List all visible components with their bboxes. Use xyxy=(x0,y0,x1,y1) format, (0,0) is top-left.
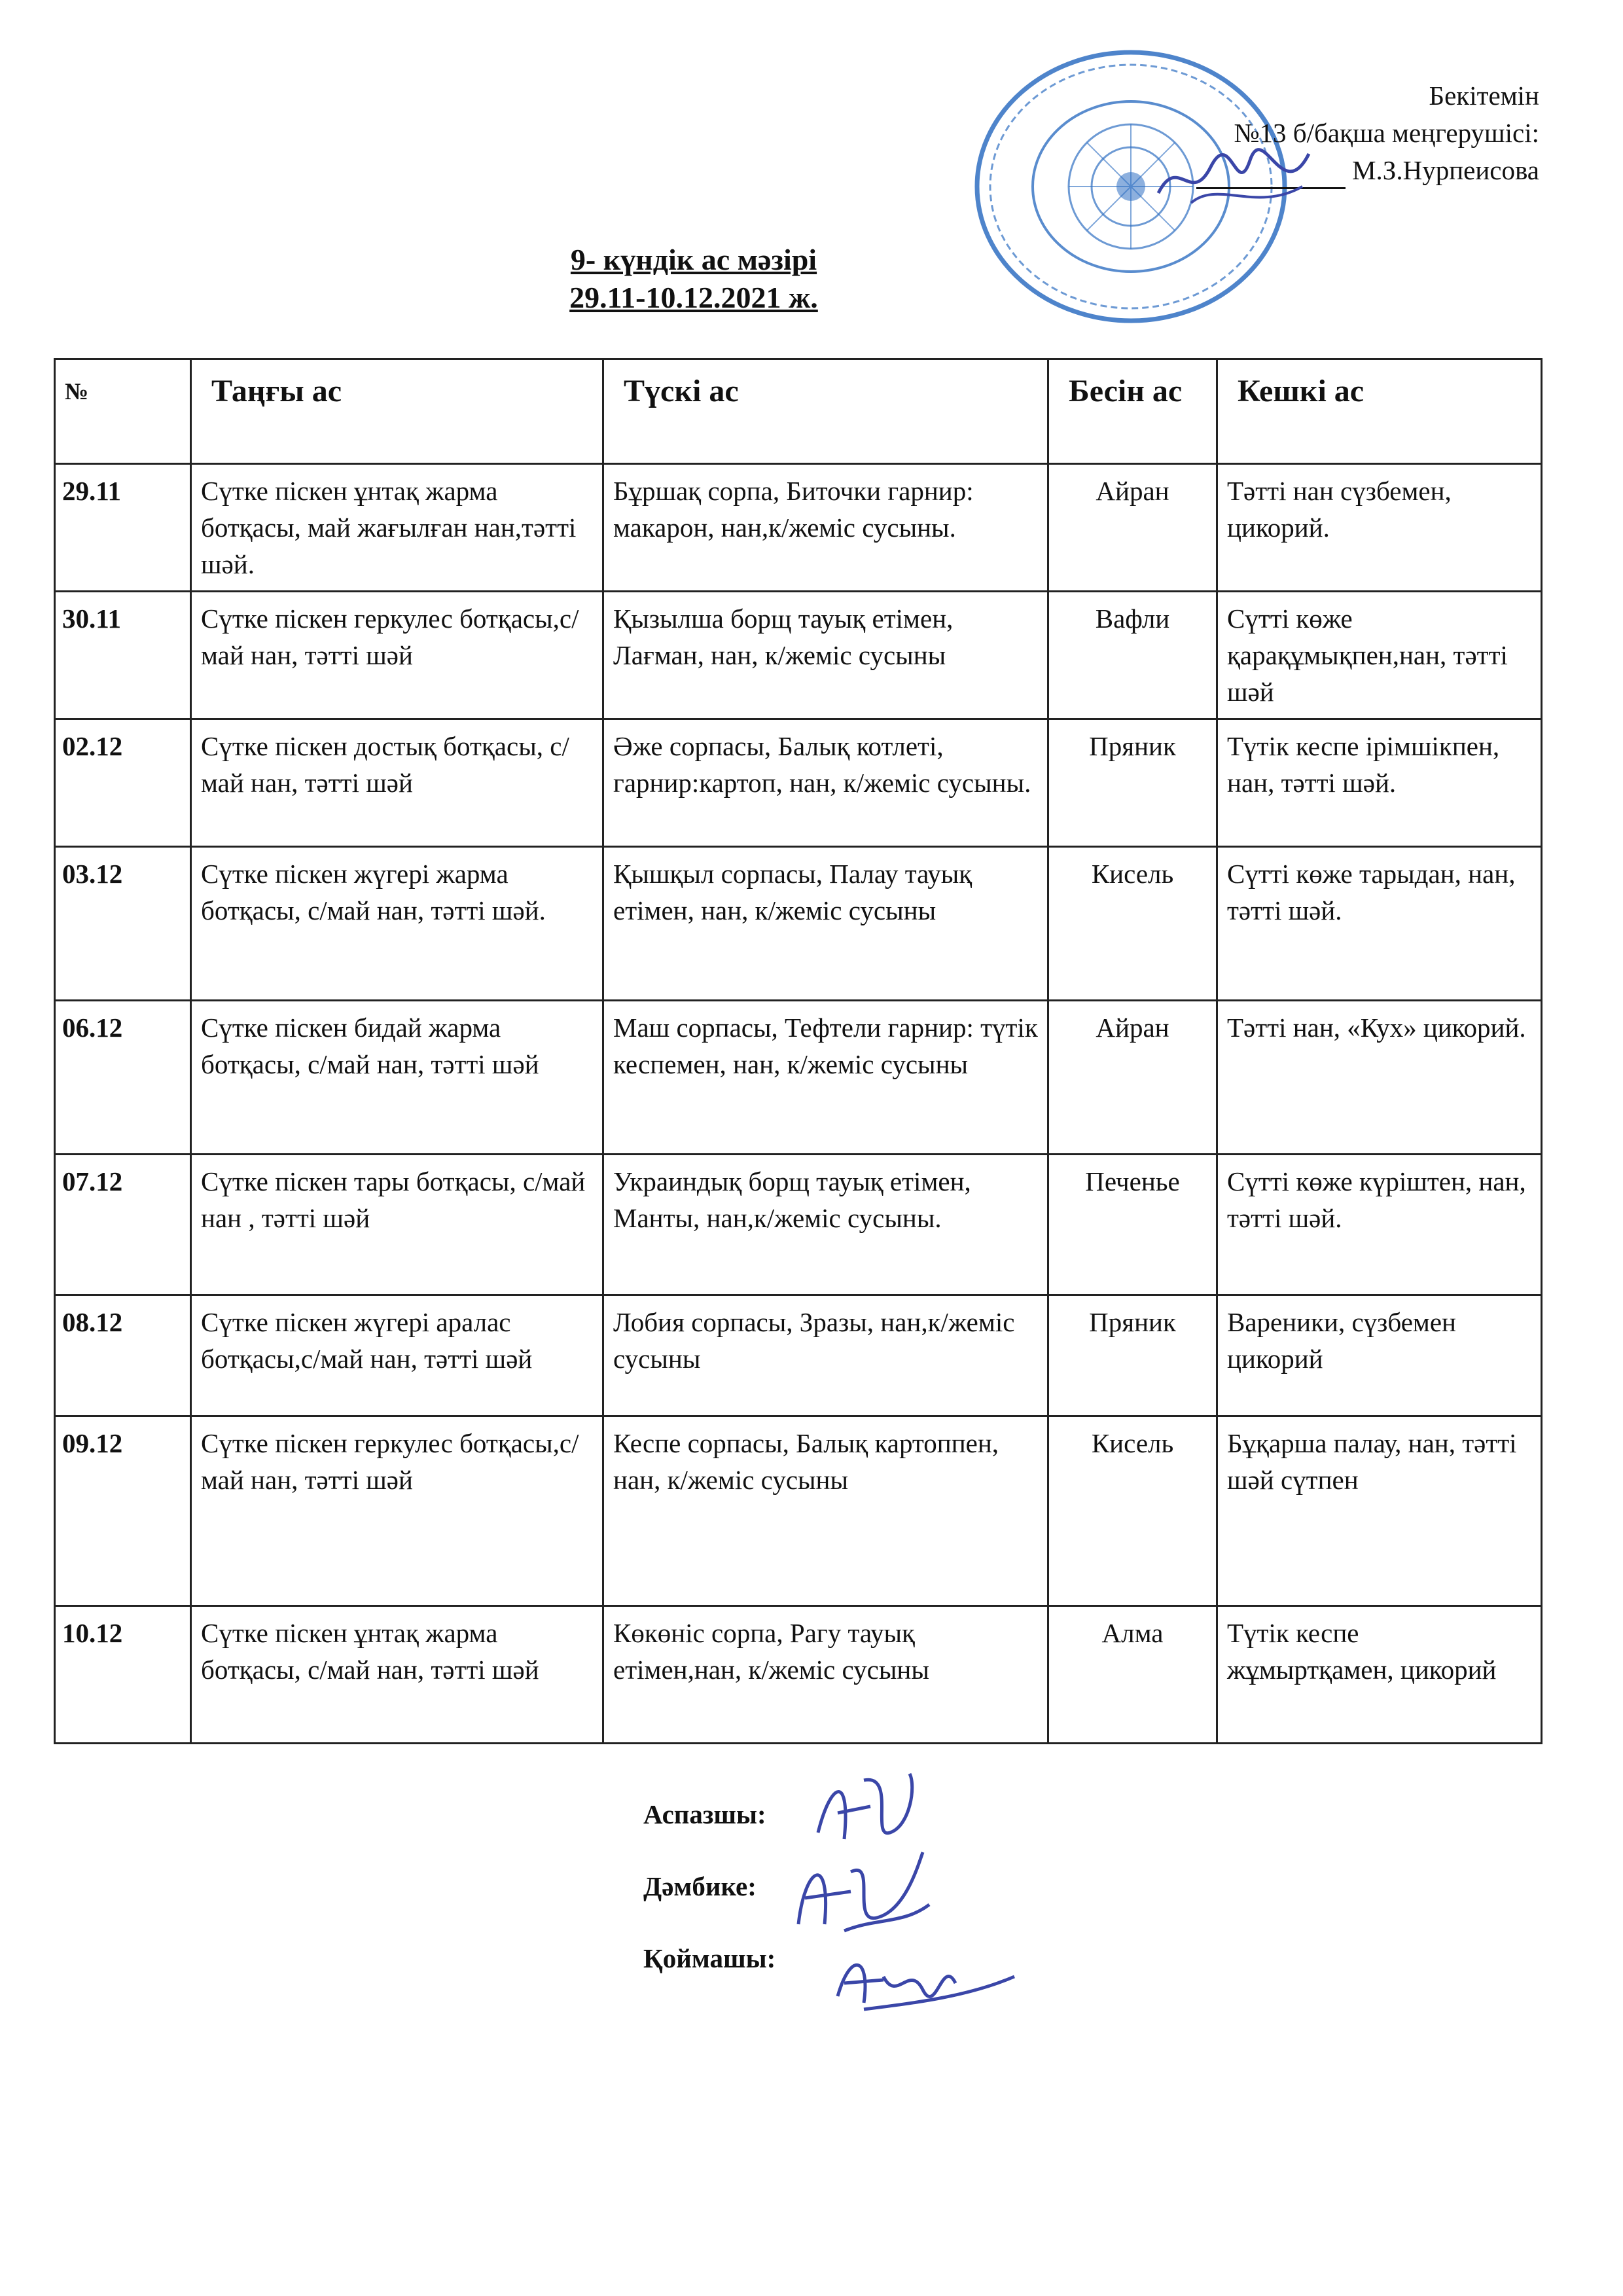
cell-date: 06.12 xyxy=(55,1001,191,1155)
column-header-number: № xyxy=(55,359,191,464)
cell-date: 03.12 xyxy=(55,847,191,1001)
cell-breakfast: Сүтке піскен тары ботқасы, с/май нан , тәтті шәй xyxy=(191,1155,603,1295)
cell-lunch: Украиндық борщ тауық етімен, Манты, нан,к/жеміс сусыны. xyxy=(603,1155,1048,1295)
table-row xyxy=(55,464,1542,592)
nurse-label: Дәмбике: xyxy=(643,1871,757,1901)
cell-dinner: Тәтті нан, «Кух» цикорий. xyxy=(1217,1001,1542,1155)
cell-dinner: Сүтті көже күріштен, нан, тәтті шәй. xyxy=(1217,1155,1542,1295)
cell-lunch: Лобия сорпасы, Зразы, нан,к/жеміс сусыны xyxy=(603,1295,1048,1416)
cell-date: 07.12 xyxy=(55,1155,191,1295)
cell-lunch: Маш сорпасы, Тефтели гарнир: түтік кеспемен, нан, к/жеміс сусыны xyxy=(603,1001,1048,1155)
cell-snack: Вафли xyxy=(1048,592,1217,719)
cell-dinner: Сүтті көже қарақұмықпен,нан, тәтті шәй xyxy=(1217,592,1542,719)
menu-title-dates: 29.11-10.12.2021 ж. xyxy=(569,281,818,314)
cell-lunch: Кеспе сорпасы, Балық картоппен, нан, к/жеміс сусыны xyxy=(603,1416,1048,1606)
menu-title-line1: 9- күндік ас мәзірі xyxy=(570,243,817,276)
cell-snack: Пряник xyxy=(1048,719,1217,847)
cell-breakfast: Сүтке піскен геркулес ботқасы,с/май нан, тәтті шәй xyxy=(191,592,603,719)
cell-snack: Айран xyxy=(1048,464,1217,592)
table-row xyxy=(55,847,1542,1001)
cell-lunch: Көкөніс сорпа, Рагу тауық етімен,нан, к/жеміс сусыны xyxy=(603,1606,1048,1744)
column-header-lunch: Түскі ас xyxy=(603,359,1048,464)
menu-title xyxy=(510,241,877,317)
table-body xyxy=(55,464,1542,1744)
menu-table xyxy=(54,358,1543,1744)
cell-date: 10.12 xyxy=(55,1606,191,1744)
cell-dinner: Түтік кеспе жұмыртқамен, цикорий xyxy=(1217,1606,1542,1744)
approval-position: №13 б/бақша меңгерушісі: xyxy=(1234,118,1539,148)
cell-date: 09.12 xyxy=(55,1416,191,1606)
nurse-signature xyxy=(785,1846,936,1937)
approver-name: М.З.Нурпеисова xyxy=(1352,155,1539,185)
cell-lunch: Қызылша борщ тауық етімен, Лағман, нан, к/жеміс сусыны xyxy=(603,592,1048,719)
director-signature xyxy=(1152,141,1322,219)
cell-lunch: Қышқыл сорпасы, Палау тауық етімен, нан, к/жеміс сусыны xyxy=(603,847,1048,1001)
cell-dinner: Түтік кеспе ірімшікпен, нан, тәтті шәй. xyxy=(1217,719,1542,847)
cell-snack: Кисель xyxy=(1048,1416,1217,1606)
table-row xyxy=(55,1001,1542,1155)
cell-snack: Печенье xyxy=(1048,1155,1217,1295)
cell-dinner: Вареники, сүзбемен цикорий xyxy=(1217,1295,1542,1416)
table-header-row xyxy=(55,359,1542,464)
cell-dinner: Тәтті нан сүзбемен, цикорий. xyxy=(1217,464,1542,592)
cell-lunch: Әже сорпасы, Балық котлеті, гарнир:картоп, нан, к/жеміс сусыны. xyxy=(603,719,1048,847)
cook-label: Аспазшы: xyxy=(643,1799,766,1829)
column-header-dinner: Кешкі ас xyxy=(1217,359,1542,464)
cell-snack: Кисель xyxy=(1048,847,1217,1001)
cell-date: 08.12 xyxy=(55,1295,191,1416)
cell-date: 29.11 xyxy=(55,464,191,592)
cell-breakfast: Сүтке піскен жүгері аралас ботқасы,с/май нан, тәтті шәй xyxy=(191,1295,603,1416)
cell-dinner: Бұқарша палау, нан, тәтті шәй сүтпен xyxy=(1217,1416,1542,1606)
column-header-breakfast: Таңғы ас xyxy=(191,359,603,464)
cell-breakfast: Сүтке піскен геркулес ботқасы,с/май нан, тәтті шәй xyxy=(191,1416,603,1606)
cell-snack: Пряник xyxy=(1048,1295,1217,1416)
table-row xyxy=(55,719,1542,847)
table-row xyxy=(55,1416,1542,1606)
cell-breakfast: Сүтке піскен бидай жарма ботқасы, с/май нан, тәтті шәй xyxy=(191,1001,603,1155)
storekeeper-label: Қоймашы: xyxy=(643,1943,776,1973)
table-row xyxy=(55,1155,1542,1295)
column-header-snack: Бесін ас xyxy=(1048,359,1217,464)
table-row xyxy=(55,1295,1542,1416)
cell-breakfast: Сүтке піскен ұнтақ жарма ботқасы, май жағылған нан,тәтті шәй. xyxy=(191,464,603,592)
cell-breakfast: Сүтке піскен ұнтақ жарма ботқасы, с/май нан, тәтті шәй xyxy=(191,1606,603,1744)
table-row xyxy=(55,1606,1542,1744)
cell-snack: Алма xyxy=(1048,1606,1217,1744)
cell-lunch: Бұршақ сорпа, Биточки гарнир: макарон, нан,к/жеміс сусыны. xyxy=(603,464,1048,592)
table-row xyxy=(55,592,1542,719)
cell-date: 30.11 xyxy=(55,592,191,719)
cell-snack: Айран xyxy=(1048,1001,1217,1155)
storekeeper-signature xyxy=(825,1937,1021,2029)
cook-signature xyxy=(812,1767,929,1852)
cell-date: 02.12 xyxy=(55,719,191,847)
cell-breakfast: Сүтке піскен жүгері жарма ботқасы, с/май нан, тәтті шәй. xyxy=(191,847,603,1001)
cell-breakfast: Сүтке піскен достық ботқасы, с/май нан, тәтті шәй xyxy=(191,719,603,847)
cell-dinner: Сүтті көже тарыдан, нан, тәтті шәй. xyxy=(1217,847,1542,1001)
staff-signatures xyxy=(643,1799,776,2015)
approval-heading: Бекітемін xyxy=(1429,81,1539,111)
